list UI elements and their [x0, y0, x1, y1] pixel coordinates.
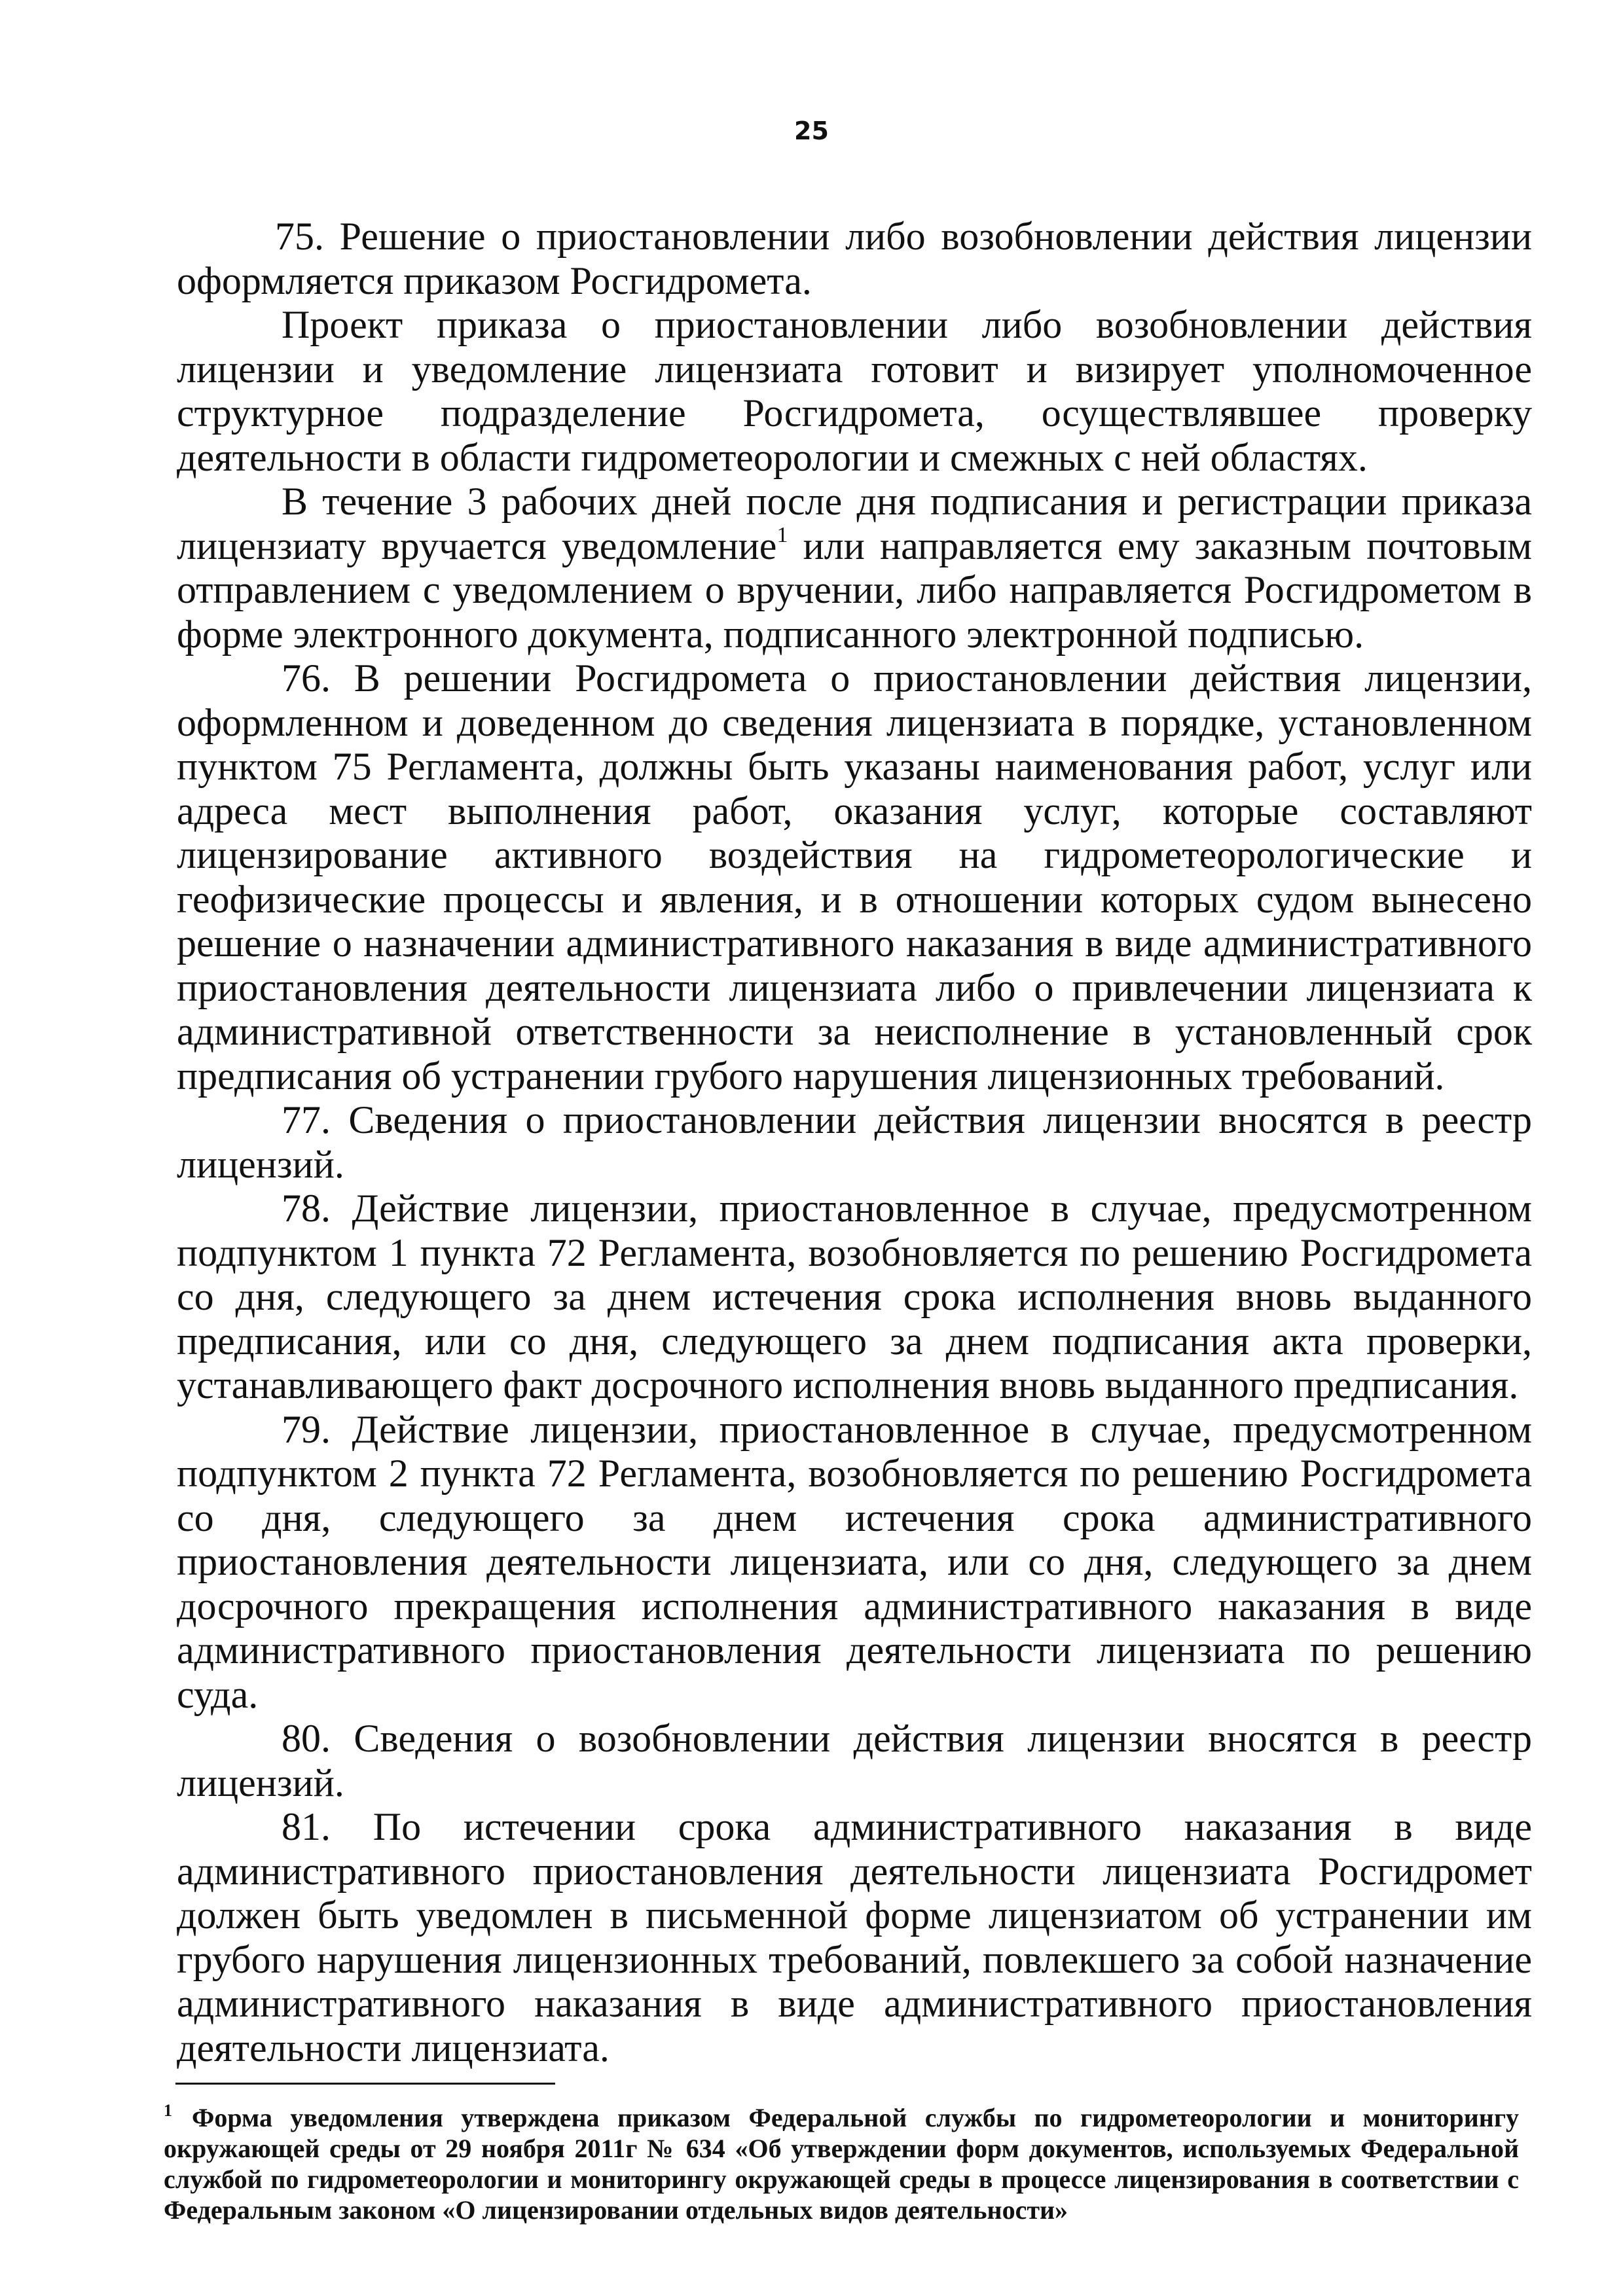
footnote — [164, 2102, 1519, 2225]
footnote-divider — [175, 2083, 555, 2085]
paragraph-79: 79. Действие лицензии, приостановленное в случае, предусмотренном подпунктом 2 пункта 72 Регламента, возобновляется по решению Росгидромета со дня, следующего за днем истечения срока административного приостановления деятельности лицензиата, или со дня, следующего за днем досрочного прекращения исполнения административного наказания в виде административного приостановления деятельности лицензиата по решению суда. — [177, 1407, 1532, 1716]
paragraph-76: 76. В решении Росгидромета о приостановлении действия лицензии, оформленном и доведенном до сведения лицензиата в порядке, установленном пунктом 75 Регламента, должны быть указаны наименования работ, услуг или адреса мест выполнения работ, оказания услуг, которые составляют лицензирование активного воздействия на гидрометеорологические и геофизические процессы и явления, и в отношении которых судом вынесено решение о назначении административного наказания в виде административного приостановления деятельности лицензиата либо о привлечении лицензиата к административной ответственности за неисполнение в установленный срок предписания об устранении грубого нарушения лицензионных требований. — [177, 656, 1532, 1098]
paragraph-77: 77. Сведения о приостановлении действия лицензии вносятся в реестр лицензий. — [177, 1098, 1532, 1186]
paragraph-78: 78. Действие лицензии, приостановленное в случае, предусмотренном подпунктом 1 пункта 72 Регламента, возобновляется по решению Росгидромета со дня, следующего за днем истечения срока исполнения вновь выданного предписания, или со дня, следующего за днем подписания акта проверки, устанавливающего факт досрочного исполнения вновь выданного предписания. — [177, 1187, 1532, 1407]
footnote-mark: 1 — [164, 2101, 172, 2120]
paragraph-81: 81. По истечении срока административного наказания в виде административного приостановления деятельности лицензиата Росгидромет должен быть уведомлен в письменной форме лицензиатом об устранении им грубого нарушения лицензионных требований, повлекшего за собой назначение административного наказания в виде административного приостановления деятельности лицензиата. — [177, 1805, 1532, 2070]
footnote-reference: 1 — [776, 522, 788, 547]
paragraph-75-draft-order: Проект приказа о приостановлении либо возобновлении действия лицензии и уведомление лицензиата готовит и визирует уполномоченное структурное подразделение Росгидромета, осуществлявшее проверку деятельности в области гидрометеорологии и смежных с ней областях. — [177, 303, 1532, 479]
paragraph-75-notification-start: В течение 3 рабочих дней после дня подписания и регистрации приказа лицензиату вручается уведомление — [177, 480, 1532, 567]
document-body — [177, 215, 1532, 2070]
paragraph-80: 80. Сведения о возобновлении действия лицензии вносятся в реестр лицензий. — [177, 1717, 1532, 1804]
page-number: 25 — [794, 117, 829, 145]
paragraph-75-decision: 75. Решение о приостановлении либо возобновлении действия лицензии оформляется приказом Росгидромета. — [177, 215, 1532, 302]
paragraph-75-notification-end: или направляется ему заказным почтовым отправлением с уведомлением о вручении, либо направляется Росгидрометом в форме электронного документа, подписанного электронной подписью. — [177, 524, 1532, 656]
paragraph-75-notification — [177, 480, 1532, 656]
footnote-text: Форма уведомления утверждена приказом Федеральной службы по гидрометеорологии и мониторингу окружающей среды от 29 ноября 2011г № 634 «Об утверждении форм документов, используемых Федеральной службой по гидрометеорологии и мониторингу окружающей среды в процессе лицензирования в соответствии с Федеральным законом «О лицензировании отдельных видов деятельности» — [164, 2103, 1519, 2225]
